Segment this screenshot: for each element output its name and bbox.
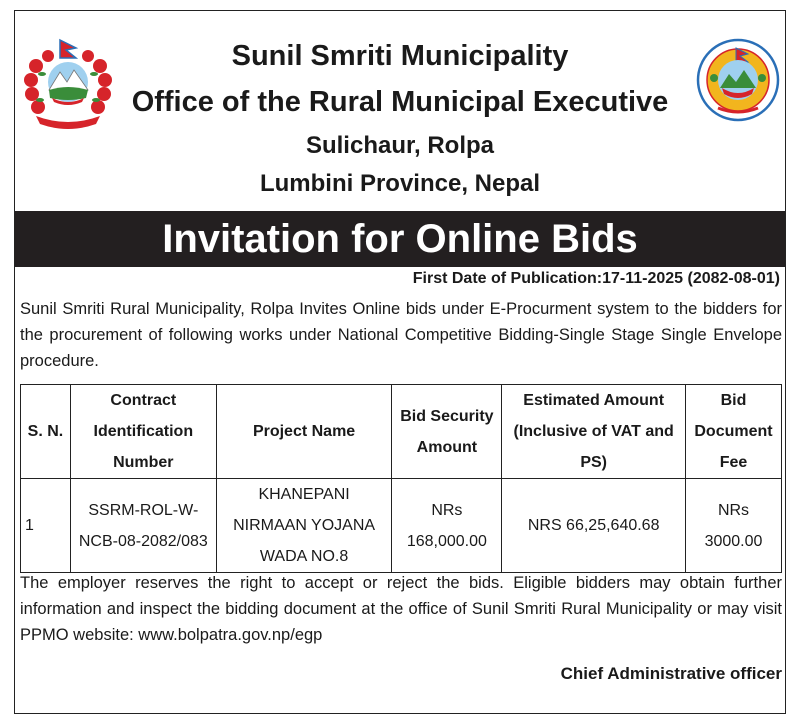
cell-bid-security: NRs 168,000.00 <box>392 479 502 573</box>
footer-paragraph: The employer reserves the right to accept or reject the bids. Eligible bidders may obtain further information and inspect the bidding document at the office of Sunil Smriti Rural Municipality or may visit PPMO website: www.bolpatra.gov.np/egp <box>20 574 782 644</box>
cell-estimated-amount: NRS 66,25,640.68 <box>502 479 686 573</box>
cell-contract-id: SSRM-ROL-W-NCB-08-2082/083 <box>70 479 216 573</box>
table-header-row <box>21 385 782 479</box>
cell-sn: 1 <box>21 479 71 573</box>
header-estimated-amount: Estimated Amount (Inclusive of VAT and PS) <box>502 385 686 479</box>
office-name: Office of the Rural Municipal Executive <box>131 86 669 118</box>
header-contract-id: Contract Identification Number <box>70 385 216 479</box>
cell-document-fee: NRs 3000.00 <box>686 479 782 573</box>
address-line: Sulichaur, Rolpa <box>305 132 495 159</box>
header-project-name: Project Name <box>216 385 392 479</box>
publication-date: First Date of Publication:17-11-2025 (2082-08-01) <box>412 270 780 287</box>
table-row <box>21 479 782 573</box>
bids-table <box>20 384 782 573</box>
province-line: Lumbini Province, Nepal <box>259 170 541 197</box>
header-document-fee: Bid Document Fee <box>686 385 782 479</box>
header-bid-security: Bid Security Amount <box>392 385 502 479</box>
notice-title-banner: Invitation for Online Bids <box>15 211 785 267</box>
intro-paragraph: Sunil Smriti Rural Municipality, Rolpa Invites Online bids under E-Procurment system to the bidders for the procurement of following works under National Competitive Bidding-Single Stage Single Envelope procedure. <box>20 300 782 370</box>
signatory: Chief Administrative officer <box>560 664 782 683</box>
cell-project-name: KHANEPANI NIRMAAN YOJANA WADA NO.8 <box>216 479 392 573</box>
municipality-name: Sunil Smriti Municipality <box>231 40 569 72</box>
header-sn: S. N. <box>21 385 71 479</box>
